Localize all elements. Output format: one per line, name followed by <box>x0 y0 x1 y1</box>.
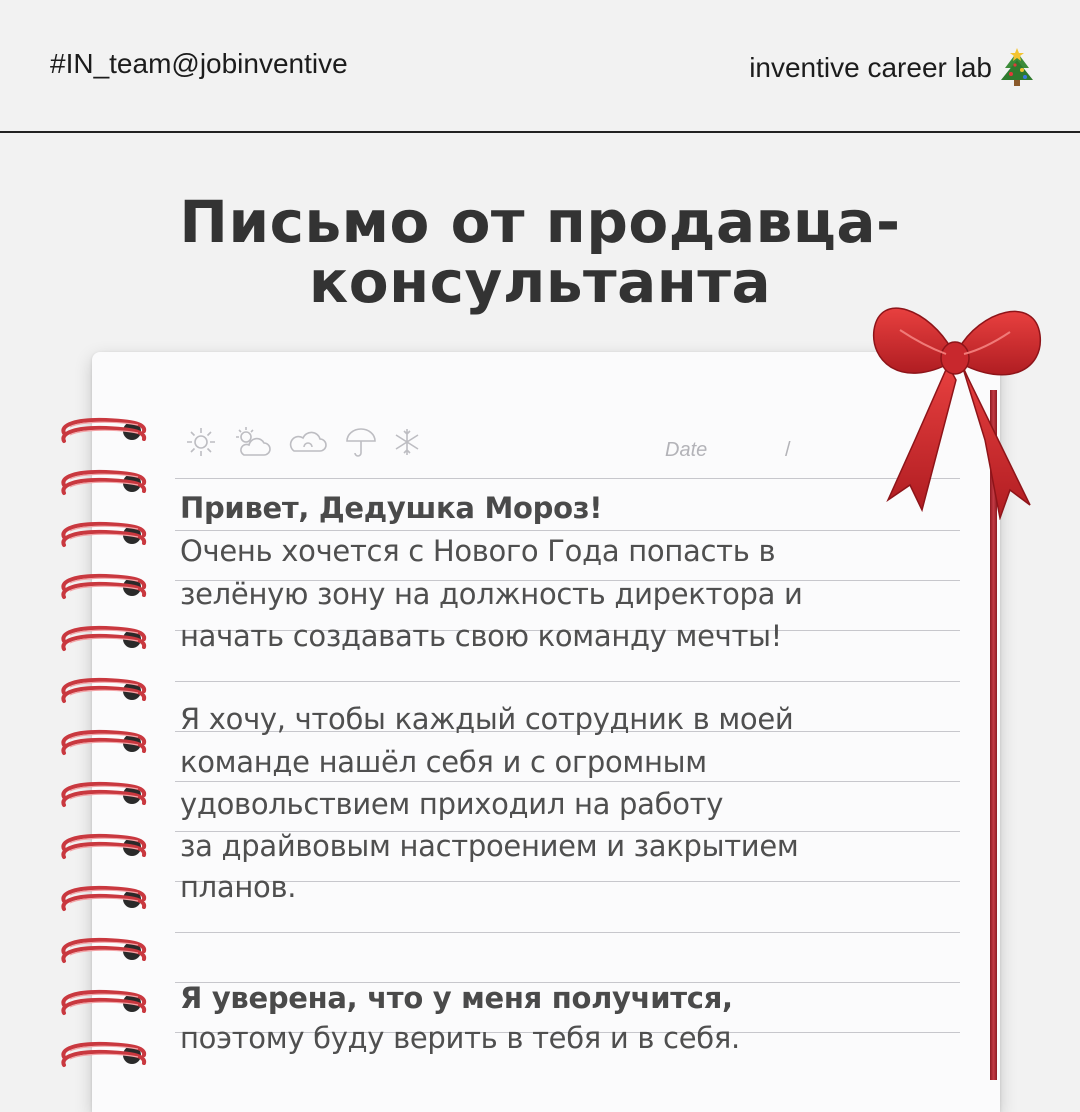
letter-greeting: Привет, Дедушка Мороз! <box>180 491 603 525</box>
spiral-ring <box>63 1044 144 1065</box>
brand <box>749 48 1036 88</box>
header-divider <box>0 131 1080 133</box>
spiral-ring <box>63 420 144 441</box>
ruled-line <box>175 932 960 933</box>
letter-line: зелёную зону на должность директора и <box>180 577 803 611</box>
sun-icon <box>184 425 218 459</box>
letter-closing: поэтому буду верить в тебя и в себя. <box>180 1021 740 1055</box>
cloud-icon <box>286 425 330 459</box>
letter-line: команде нашёл себя и с огромным <box>180 745 707 779</box>
sun-cloud-icon <box>232 425 272 459</box>
letter-closing-bold: Я уверена, что у меня получится, <box>180 981 733 1015</box>
spiral-ring <box>63 836 144 857</box>
weather-icons <box>184 425 422 459</box>
letter-line: Я хочу, чтобы каждый сотрудник в моей <box>180 702 794 736</box>
spiral-ring <box>63 472 144 493</box>
title-line-1: Письмо от продавца- <box>179 188 901 256</box>
hashtag: #IN_team@jobinventive <box>50 48 348 79</box>
letter-line: начать создавать свою команду мечты! <box>180 619 783 653</box>
title-line-2: консультанта <box>308 248 772 316</box>
spiral-ring <box>63 784 144 805</box>
date-label: Date <box>665 439 708 461</box>
letter-line: за драйвовым настроением и закрытием <box>180 829 799 863</box>
spiral-ring <box>63 992 144 1013</box>
letter-line: Очень хочется с Нового Года попасть в <box>180 534 776 568</box>
ruled-line <box>175 530 960 531</box>
umbrella-icon <box>344 425 378 459</box>
spiral-ring <box>63 888 144 909</box>
ruled-line <box>175 781 960 782</box>
spiral-ring <box>63 732 144 753</box>
letter-line: удовольствием приходил на работу <box>180 787 724 821</box>
christmas-tree-icon <box>998 48 1036 88</box>
snowflake-icon <box>392 425 422 459</box>
ruled-line <box>175 478 960 479</box>
spiral-binding <box>56 405 156 1080</box>
spiral-ring <box>63 680 144 701</box>
spiral-ring <box>63 940 144 961</box>
gift-bow-icon <box>860 290 1050 520</box>
spiral-ring <box>63 524 144 545</box>
ruled-line <box>175 681 960 682</box>
spiral-ring <box>63 628 144 649</box>
date-separator: / <box>785 439 791 461</box>
brand-name: inventive career lab <box>749 52 992 83</box>
letter-line: планов. <box>180 870 297 904</box>
spiral-ring <box>63 576 144 597</box>
header <box>0 0 1080 133</box>
